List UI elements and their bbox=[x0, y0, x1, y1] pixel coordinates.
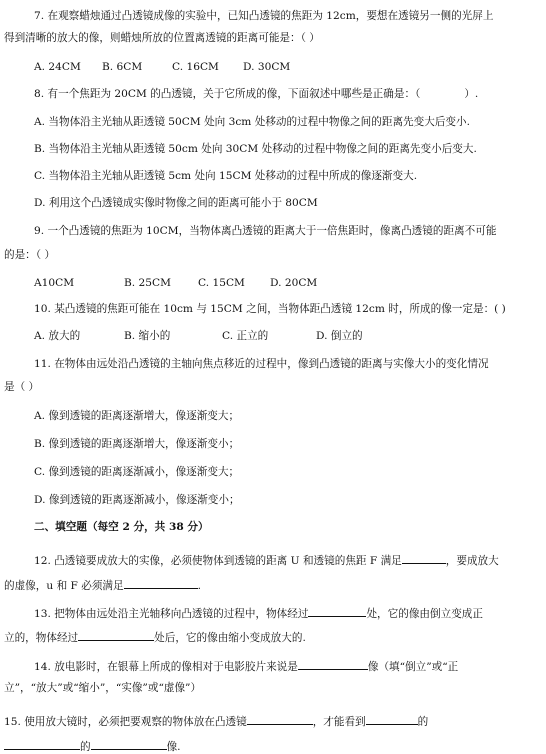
q10-option-d: D. 倒立的 bbox=[316, 330, 363, 342]
q14-text-2: 像（填“倒立”或“正 bbox=[367, 661, 459, 673]
q15-text-2: ，才能看到 bbox=[312, 716, 366, 728]
q15-text-3: 的 bbox=[417, 716, 429, 728]
q15-line1 bbox=[0, 712, 428, 729]
q8-option-a: A. 当物体沿主光轴从距透镜 50CM 处向 3cm 处移动的过程中物像之间的距离先变大后变小. bbox=[34, 116, 470, 128]
q12-text-4: . bbox=[197, 580, 201, 592]
q7-option-d: D. 30CM bbox=[243, 61, 291, 73]
q11-stem-line1: 11. 在物体由远处沿凸透镜的主轴向焦点移近的过程中，像到凸透镜的距离与实像大小的变化情况 bbox=[34, 358, 489, 370]
q13-text-3: 立的，物体经过 bbox=[4, 632, 79, 644]
q8-option-c: C. 当物体沿主光轴从距透镜 5cm 处向 15CM 处移动的过程中所成的像逐渐变大. bbox=[34, 170, 418, 182]
q9-stem-line2: 的是：（ ） bbox=[4, 249, 56, 261]
section-title: 二、填空题 bbox=[34, 521, 87, 533]
q12-line2 bbox=[0, 576, 201, 593]
q10-stem: 10. 某凸透镜的焦距可能在 10cm 与 15CM 之间，当物体距凸透镜 12cm 时，所成的像一定是：( ) bbox=[34, 303, 506, 315]
q8-stem-end: ）. bbox=[464, 88, 479, 100]
q15-blank-4[interactable] bbox=[91, 737, 167, 750]
q15-text-4: 的 bbox=[80, 741, 91, 753]
q13-text-4: 处后，它的像由缩小变成放大的. bbox=[154, 632, 306, 644]
q13-line2 bbox=[0, 628, 306, 645]
section-heading bbox=[34, 521, 209, 534]
q12-line1 bbox=[0, 551, 499, 568]
q10-option-b: B. 缩小的 bbox=[124, 330, 171, 342]
q14-line2: 立”，“放大”或“缩小”，“实像”或“虚像”） bbox=[4, 682, 202, 694]
q15-blank-2[interactable] bbox=[366, 712, 418, 725]
q7-option-c: C. 16CM bbox=[172, 61, 219, 73]
q7-stem-line2: 得到清晰的放大的像，则蜡烛所放的位置离透镜的距离可能是：（ ） bbox=[4, 32, 320, 44]
q12-text-1: 12. 凸透镜要成放大的实像，必须使物体到透镜的距离 U 和透镜的焦距 F 满足 bbox=[34, 555, 402, 567]
q10-option-c: C. 正立的 bbox=[222, 330, 269, 342]
q14-blank-1[interactable] bbox=[298, 657, 368, 670]
q13-text-1: 13. 把物体由远处沿主光轴移向凸透镜的过程中，物体经过 bbox=[34, 608, 309, 620]
q9-option-b: B. 25CM bbox=[124, 277, 171, 289]
q7-option-a: A. 24CM bbox=[34, 61, 81, 73]
q7-option-b: B. 6CM bbox=[102, 61, 143, 73]
q8-stem bbox=[0, 88, 478, 101]
q14-text-1: 14. 放电影时，在银幕上所成的像相对于电影胶片来说是 bbox=[34, 661, 298, 673]
q14-line1 bbox=[0, 657, 458, 674]
q9-stem-line1: 9. 一个凸透镜的焦距为 10CM，当物体离凸透镜的距离大于一倍焦距时，像离凸透镜的距离不可能 bbox=[34, 225, 497, 237]
q12-blank-1[interactable] bbox=[402, 551, 446, 564]
q11-option-c: C. 像到透镜的距离逐渐减小，像逐渐变大； bbox=[34, 466, 240, 478]
section-note: （每空 2 分，共 38 分） bbox=[86, 521, 209, 533]
q11-option-a: A. 像到透镜的距离逐渐增大，像逐渐变大； bbox=[34, 410, 240, 422]
q11-option-d: D. 像到透镜的距离逐渐减小，像逐渐变小； bbox=[34, 494, 240, 506]
q13-blank-1[interactable] bbox=[308, 604, 366, 617]
q15-text-5: 像. bbox=[166, 741, 181, 753]
q10-option-a: A. 放大的 bbox=[34, 330, 81, 342]
q12-text-2: ，要成放大 bbox=[445, 555, 499, 567]
q15-blank-1[interactable] bbox=[247, 712, 313, 725]
q11-stem-line2: 是（ ） bbox=[4, 381, 40, 393]
q12-text-3: 的虚像，u 和 F 必须满足 bbox=[4, 580, 124, 592]
q15-line2 bbox=[0, 737, 181, 754]
q8-option-d: D. 利用这个凸透镜成实像时物像之间的距离可能小于 80CM bbox=[34, 197, 318, 209]
q12-blank-2[interactable] bbox=[124, 576, 198, 589]
q13-text-2: 处，它的像由倒立变成正 bbox=[366, 608, 483, 620]
q8-stem-text: 8. 有一个焦距为 20CM 的凸透镜，关于它所成的像，下面叙述中哪些是正确是：（ bbox=[34, 88, 421, 100]
q9-option-d: D. 20CM bbox=[270, 277, 318, 289]
q15-blank-3[interactable] bbox=[4, 737, 80, 750]
q13-blank-2[interactable] bbox=[78, 628, 154, 641]
q8-option-b: B. 当物体沿主光轴从距透镜 50cm 处向 30CM 处移动的过程中物像之间的距离先变小后变大. bbox=[34, 143, 477, 155]
q9-option-a: A10CM bbox=[34, 277, 75, 289]
q11-option-b: B. 像到透镜的距离逐渐增大，像逐渐变小； bbox=[34, 438, 240, 450]
q15-text-1: 15. 使用放大镜时，必须把要观察的物体放在凸透镜 bbox=[4, 716, 247, 728]
q9-option-c: C. 15CM bbox=[198, 277, 245, 289]
q7-stem-line1: 7. 在观察蜡烛通过凸透镜成像的实验中，已知凸透镜的焦距为 12cm，要想在透镜另一侧的光屏上 bbox=[34, 10, 494, 22]
q13-line1 bbox=[0, 604, 483, 621]
